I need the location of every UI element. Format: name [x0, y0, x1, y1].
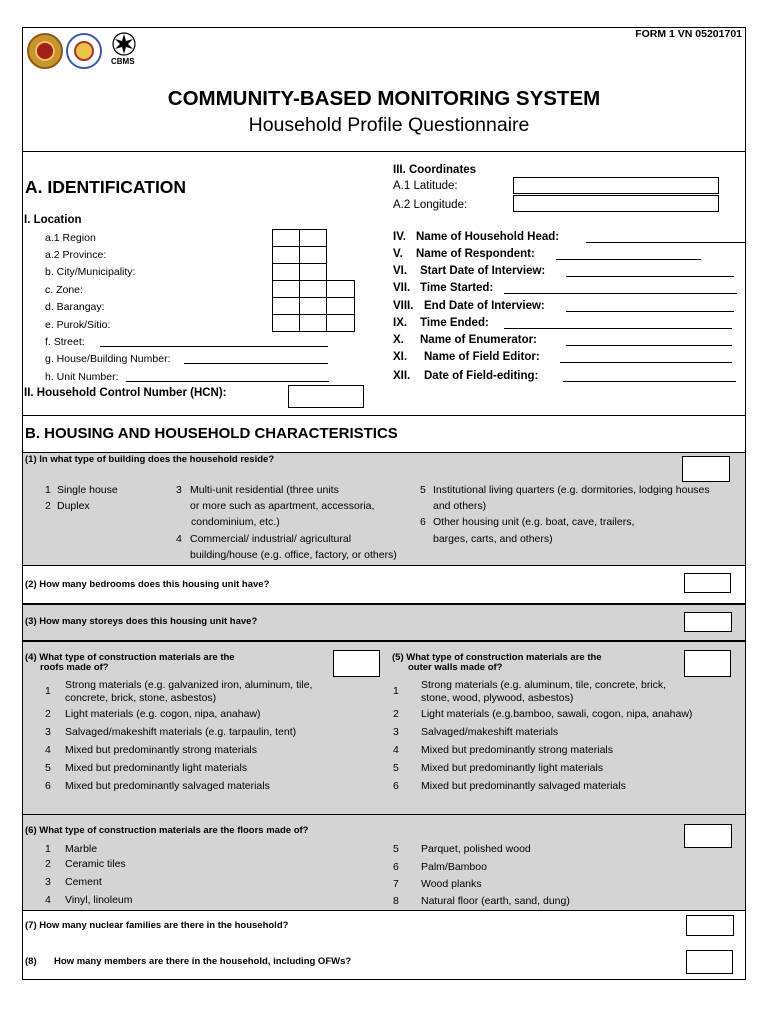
q4-question-line-1: (4) What type of construction materials are the	[25, 652, 235, 663]
q4-option-4-num: 4	[45, 744, 51, 756]
province-code-cell-2[interactable]	[299, 246, 327, 264]
header-divider	[22, 151, 746, 152]
household-head-field[interactable]	[586, 242, 746, 243]
q5-option-5: Mixed but predominantly light materials	[421, 762, 604, 774]
q4-option-1-line-1: Strong materials (e.g. galvanized iron, aluminum, tile,	[65, 679, 313, 691]
q6-option-1: Marble	[65, 843, 98, 855]
q5-option-4-num: 4	[393, 744, 399, 756]
q8-answer-box[interactable]	[686, 950, 733, 974]
field-editor-num: XI.	[393, 351, 408, 363]
q5-option-3-num: 3	[393, 726, 399, 738]
q5-option-1-line-2: stone, wood, plywood, asbestos)	[421, 692, 574, 704]
latitude-label: A.1 Latitude:	[393, 180, 458, 192]
city-code-cell-2[interactable]	[299, 263, 327, 281]
respondent-label: Name of Respondent:	[416, 248, 535, 260]
q6-option-8: Natural floor (earth, sand, dung)	[421, 895, 570, 907]
q1-option-4-num: 4	[176, 533, 182, 545]
q1-option-5-line-2: and others)	[433, 500, 487, 512]
field-editing-date-num: XII.	[393, 370, 411, 382]
form-code: FORM 1 VN 05201701	[635, 28, 742, 40]
field-editor-label: Name of Field Editor:	[424, 351, 540, 363]
unit-number-field[interactable]	[126, 381, 329, 382]
start-date-field[interactable]	[566, 276, 734, 277]
q4-option-1-num: 1	[45, 685, 51, 697]
q1-option-2-num: 2	[45, 500, 51, 512]
zone-code-cell-3[interactable]	[326, 280, 355, 298]
q6-option-4: Vinyl, linoleum	[65, 894, 133, 906]
q8-question: How many members are there in the household, including OFWs?	[54, 956, 352, 967]
enumerator-num: X.	[393, 334, 404, 346]
street-label: f. Street:	[45, 336, 85, 348]
q1-option-5-line-1: Institutional living quarters (e.g. dormitories, lodging houses	[433, 484, 710, 496]
zone-label: c. Zone:	[45, 284, 83, 296]
q1-option-4-line-2: building/house (e.g. office, factory, or others)	[190, 549, 397, 561]
q4-option-4: Mixed but predominantly strong materials	[65, 744, 258, 756]
form-frame	[22, 27, 746, 980]
q1-option-2: Duplex	[57, 500, 90, 512]
q4-option-2: Light materials (e.g. cogon, nipa, anahaw)	[65, 708, 261, 720]
seal-logo-2-inner	[74, 41, 94, 61]
section-a-title: A. IDENTIFICATION	[25, 177, 187, 197]
q5-answer-box[interactable]	[684, 650, 731, 677]
q6-option-3: Cement	[65, 876, 102, 888]
q1-question: (1) In what type of building does the household reside?	[25, 454, 275, 465]
q5-question-line-1: (5) What type of construction materials are the	[392, 652, 602, 663]
longitude-field[interactable]	[513, 195, 719, 212]
seal-logo-1-inner	[35, 41, 55, 61]
end-date-num: VIII.	[393, 300, 414, 312]
q4-answer-box[interactable]	[333, 650, 380, 677]
city-code-cell-1[interactable]	[272, 263, 300, 281]
household-head-num: IV.	[393, 231, 407, 243]
purok-label: e. Purok/Sitio:	[45, 319, 111, 331]
q1-answer-box[interactable]	[682, 456, 730, 482]
province-code-cell-1[interactable]	[272, 246, 300, 264]
city-label: b. City/Municipality:	[45, 266, 136, 278]
time-ended-num: IX.	[393, 317, 408, 329]
enumerator-label: Name of Enumerator:	[420, 334, 537, 346]
q3-question: (3) How many storeys does this housing unit have?	[25, 616, 258, 627]
q4-option-5: Mixed but predominantly light materials	[65, 762, 248, 774]
q6-option-8-num: 8	[393, 895, 399, 907]
coordinates-heading: III. Coordinates	[393, 164, 477, 176]
enumerator-field[interactable]	[566, 345, 732, 346]
q8-number: (8)	[25, 956, 37, 967]
q1-option-6-num: 6	[420, 516, 426, 528]
q4-option-1-line-2: concrete, brick, stone, asbestos)	[65, 692, 217, 704]
barangay-code-cell-2[interactable]	[299, 297, 327, 315]
hcn-label: II. Household Control Number (HCN):	[24, 387, 227, 399]
q5-divider	[22, 814, 746, 815]
time-ended-field[interactable]	[504, 328, 732, 329]
zone-code-cell-2[interactable]	[299, 280, 327, 298]
location-heading: I. Location	[24, 214, 82, 226]
q6-option-6-num: 6	[393, 861, 399, 873]
time-started-num: VII.	[393, 282, 411, 294]
q2-divider	[22, 603, 746, 605]
page-subtitle: Household Profile Questionnaire	[248, 114, 530, 136]
q1-option-3-line-3: condominium, etc.)	[191, 516, 280, 528]
q6-option-5-num: 5	[393, 843, 399, 855]
q3-answer-box[interactable]	[684, 612, 732, 632]
q6-option-7: Wood planks	[421, 878, 482, 890]
q4-option-3: Salvaged/makeshift materials (e.g. tarpaulin, tent)	[65, 726, 297, 738]
street-field[interactable]	[100, 346, 328, 347]
q6-divider	[22, 910, 746, 911]
q6-option-7-num: 7	[393, 878, 399, 890]
house-number-label: g. House/Building Number:	[45, 353, 171, 365]
q1-option-1: Single house	[57, 484, 118, 496]
q4-option-6-num: 6	[45, 780, 51, 792]
zone-code-cell-1[interactable]	[272, 280, 300, 298]
q5-option-6-num: 6	[393, 780, 399, 792]
time-started-label: Time Started:	[420, 282, 494, 294]
barangay-code-cell-1[interactable]	[272, 297, 300, 315]
respondent-num: V.	[393, 248, 403, 260]
start-date-num: VI.	[393, 265, 408, 277]
respondent-field[interactable]	[556, 259, 701, 260]
longitude-label: A.2 Longitude:	[393, 199, 468, 211]
section-a-divider	[22, 415, 746, 416]
q5-option-2: Light materials (e.g.bamboo, sawali, cogon, nipa, anahaw)	[421, 708, 693, 720]
q5-question-line-2: outer walls made of?	[408, 662, 503, 673]
q6-option-4-num: 4	[45, 894, 51, 906]
q3-divider	[22, 640, 746, 642]
section-b-title: B. HOUSING AND HOUSEHOLD CHARACTERISTICS	[25, 425, 398, 442]
q7-question: (7) How many nuclear families are there in the household?	[25, 920, 289, 931]
q6-answer-box[interactable]	[684, 824, 732, 848]
q7-answer-box[interactable]	[686, 915, 734, 936]
region-code-cell-2[interactable]	[299, 229, 327, 247]
q1-option-5-num: 5	[420, 484, 426, 496]
q6-option-1-num: 1	[45, 843, 51, 855]
field-editing-date-label: Date of Field-editing:	[424, 370, 539, 382]
start-date-label: Start Date of Interview:	[420, 265, 546, 277]
q5-option-6: Mixed but predominantly salvaged materials	[421, 780, 626, 792]
unit-number-label: h. Unit Number:	[45, 371, 119, 383]
q5-option-1-line-1: Strong materials (e.g. aluminum, tile, concrete, brick,	[421, 679, 667, 691]
province-label: a.2 Province:	[45, 249, 107, 261]
q2-question: (2) How many bedrooms does this housing unit have?	[25, 579, 270, 590]
q6-question: (6) What type of construction materials are the floors made of?	[25, 825, 309, 836]
barangay-label: d. Barangay:	[45, 301, 105, 313]
cbms-logo-icon	[108, 31, 140, 57]
hcn-field[interactable]	[288, 385, 364, 408]
section-b-title-divider	[22, 452, 746, 453]
q1-option-4-line-1: Commercial/ industrial/ agricultural	[190, 533, 352, 545]
page-title: COMMUNITY-BASED MONITORING SYSTEM	[167, 87, 601, 110]
q1-option-3-line-2: or more such as apartment, accessoria,	[190, 500, 375, 512]
q1-divider	[22, 565, 746, 566]
q5-option-4: Mixed but predominantly strong materials	[421, 744, 614, 756]
q5-option-1-num: 1	[393, 685, 399, 697]
region-code-cell-1[interactable]	[272, 229, 300, 247]
region-label: a.1 Region	[45, 232, 96, 244]
purok-code-cell-2[interactable]	[299, 314, 327, 332]
q4-option-2-num: 2	[45, 708, 51, 720]
purok-code-cell-3[interactable]	[326, 314, 355, 332]
latitude-field[interactable]	[513, 177, 719, 194]
q1-option-3-line-1: Multi-unit residential (three units	[190, 484, 339, 496]
time-ended-label: Time Ended:	[420, 317, 489, 329]
q6-option-2: Ceramic tiles	[65, 858, 126, 870]
end-date-field[interactable]	[566, 311, 734, 312]
end-date-label: End Date of Interview:	[424, 300, 545, 312]
q4-option-6: Mixed but predominantly salvaged materials	[65, 780, 270, 792]
q6-option-2-num: 2	[45, 858, 51, 870]
household-head-label: Name of Household Head:	[416, 231, 560, 243]
q1-option-3-num: 3	[176, 484, 182, 496]
q4-option-3-num: 3	[45, 726, 51, 738]
q6-option-5: Parquet, polished wood	[421, 843, 531, 855]
q5-option-3: Salvaged/makeshift materials	[421, 726, 559, 738]
house-number-field[interactable]	[184, 363, 328, 364]
purok-code-cell-1[interactable]	[272, 314, 300, 332]
q1-option-6-line-2: barges, carts, and others)	[433, 533, 553, 545]
q5-option-5-num: 5	[393, 762, 399, 774]
q1-option-6-line-1: Other housing unit (e.g. boat, cave, trailers,	[433, 516, 635, 528]
q4-option-5-num: 5	[45, 762, 51, 774]
q5-option-2-num: 2	[393, 708, 399, 720]
barangay-code-cell-3[interactable]	[326, 297, 355, 315]
time-started-field[interactable]	[504, 293, 737, 294]
field-editing-date-field[interactable]	[563, 381, 736, 382]
cbms-logo-caption: CBMS	[111, 57, 135, 66]
q6-option-6: Palm/Bamboo	[421, 861, 487, 873]
q1-option-1-num: 1	[45, 484, 51, 496]
q2-answer-box[interactable]	[684, 573, 731, 593]
q4-question-line-2: roofs made of?	[40, 662, 109, 673]
field-editor-field[interactable]	[560, 362, 732, 363]
q6-option-3-num: 3	[45, 876, 51, 888]
